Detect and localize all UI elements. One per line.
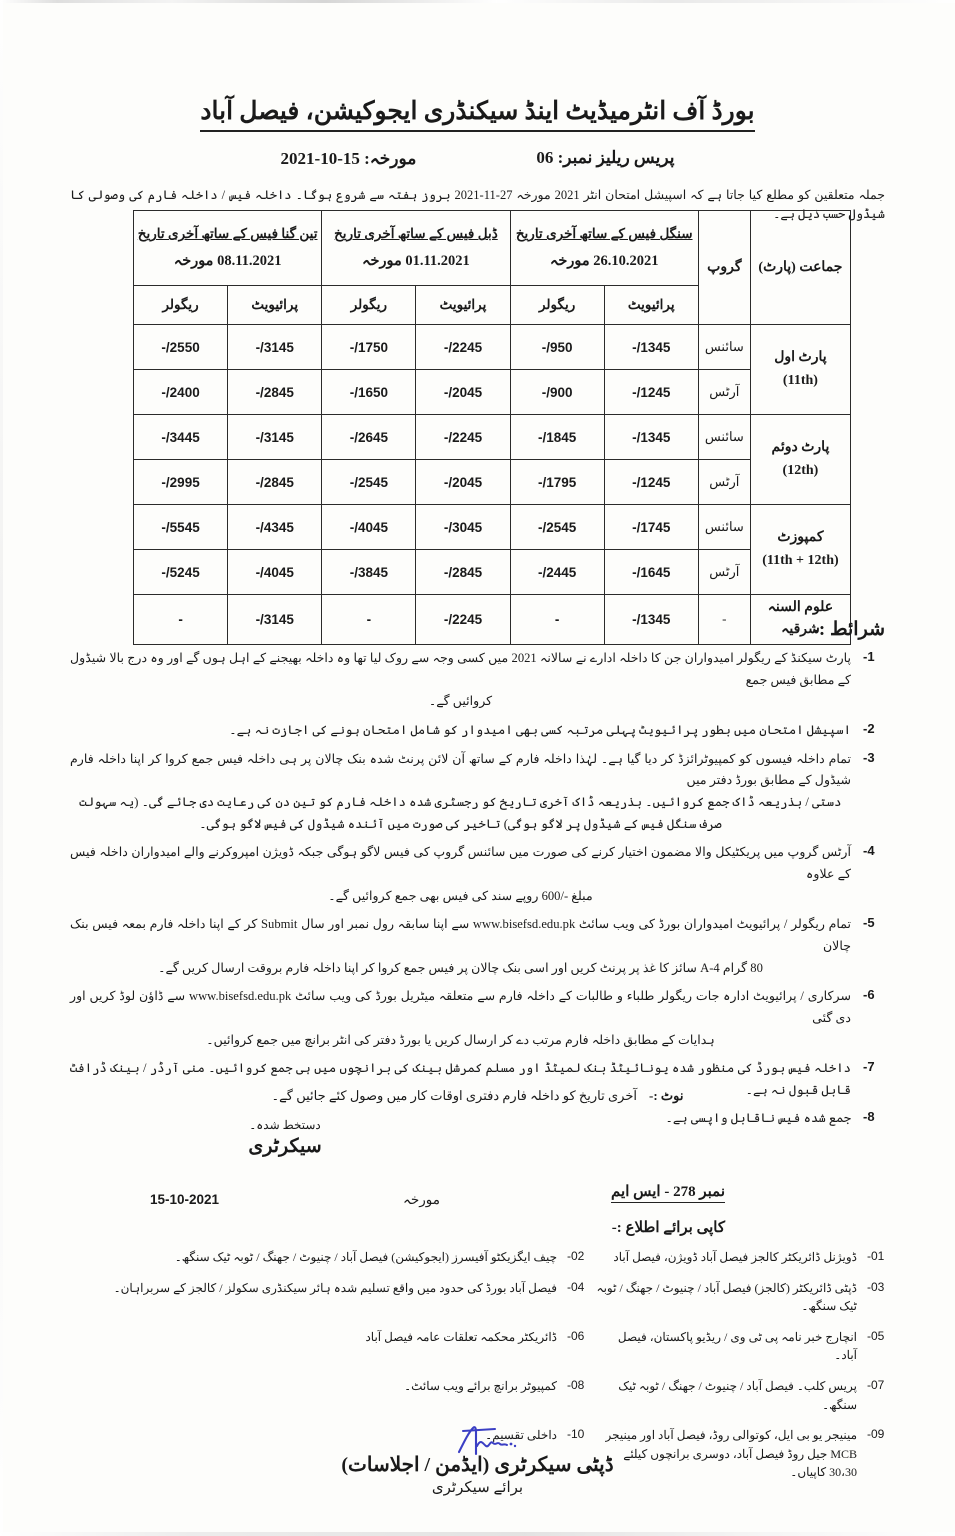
- copy-to-heading: کاپی برائے اطلاع :-: [611, 1220, 725, 1236]
- header-single-fee: [510, 211, 698, 286]
- subheader-4: پرائیویٹ: [228, 286, 322, 325]
- distribution-entry-even: [70, 1279, 593, 1298]
- condition-item: [70, 842, 893, 907]
- press-release-line: [0, 148, 955, 169]
- distribution-entry-even: [70, 1328, 593, 1347]
- distribution-entry-even: [70, 1248, 593, 1267]
- condition-text-continuation: 80 گرام A-4 سائز کا غذ پر پرنٹ کریں اور اسی بنک چالان پر فیس جمع کروا کر اپنا داخلہ فارم بروقت ارسال کریں گے۔: [158, 960, 763, 975]
- note-line: [70, 1088, 885, 1104]
- distribution-entry-odd: [593, 1328, 893, 1365]
- row-group-label: آرٹس: [698, 370, 750, 415]
- note-label: نوٹ :-: [649, 1088, 684, 1103]
- distribution-text: مینیجر یو بی ایل، کوتوالی روڈ، فیصل آباد اور مینیجر MCB جیل روڈ فیصل آباد، دوسری برانچوں کیلئے 30،30 کاپیاں۔: [605, 1428, 857, 1480]
- table-row: [134, 325, 851, 370]
- condition-text: پارٹ سیکنڈ کے ریگولر امیدواران جن کا داخلہ ادارے نے سالانہ 2021 میں کسی وجہ سے روک لیا تھا وہ داخلہ بھیجنے کے اہل ہوں گے اور وہ درج بالا شیڈول کے مطابق فیس جمع کروائیں گے۔: [70, 648, 851, 713]
- condition-number: 1-: [863, 649, 875, 664]
- fee-amount-cell: 1345/-: [604, 595, 698, 645]
- row-group-label: آرٹس: [698, 550, 750, 595]
- fee-amount-cell: 4045/-: [322, 505, 416, 550]
- fee-amount-cell: 1245/-: [604, 370, 698, 415]
- distribution-number: 02-: [567, 1249, 585, 1263]
- distribution-row: [70, 1279, 893, 1316]
- fee-amount-cell: 2245/-: [416, 415, 510, 460]
- single-fee-date-prefix: مورخہ: [549, 252, 590, 269]
- condition-text: داخلہ فیس بورڈ کی منظور شدہ یونائیٹڈ بنک لمیٹڈ اور مسلم کمرشل بینک کی برانچوں میں ہی جمع کروائیں۔ منی آرڈر / بینک ڈرافٹ قابل قبول نہ ہے۔: [70, 1061, 851, 1097]
- note-text: آخری تاریخ کو داخلہ فارم دفتری اوقات کار میں وصول کئے جائیں گے۔: [271, 1088, 637, 1103]
- fee-amount-cell: 3845/-: [322, 550, 416, 595]
- fee-amount-cell: 2045/-: [416, 370, 510, 415]
- row-part-label: کمپوزٹ (11th + 12th): [750, 505, 850, 595]
- table-row: [134, 415, 851, 460]
- fee-amount-cell: 1745/-: [604, 505, 698, 550]
- condition-text: آرٹس گروپ میں پریکٹیکل والا مضمون اختیار کرنے کی صورت میں سائنس گروپ کی فیس لاگو ہوگی جبکہ ڈویژن امپروکرنے والے امیدواران داخلہ فیس کے علاوہ مبلغ -/600 روپے سند کی فیس بھی جمع کروائیں گے۔: [70, 842, 851, 907]
- row-part-label: پارٹ اول (11th): [750, 325, 850, 415]
- scan-edge-bottom: [0, 1532, 955, 1536]
- fee-amount-cell: 2845/-: [416, 550, 510, 595]
- fee-schedule-table: [133, 210, 851, 645]
- fee-amount-cell: 2445/-: [510, 550, 604, 595]
- distribution-text: کمپیوٹر برانچ برائے ویب سائٹ۔: [404, 1378, 557, 1393]
- double-fee-date-value: 01.11.2021: [405, 252, 470, 269]
- press-release-date: مورخہ: 15-10-2021: [280, 149, 417, 168]
- fee-amount-cell: 1650/-: [322, 370, 416, 415]
- condition-number: 2-: [863, 720, 875, 736]
- fee-amount-cell: 2645/-: [322, 415, 416, 460]
- fee-amount-cell: -: [134, 595, 228, 645]
- condition-text-continuation: مبلغ -/600 روپے سند کی فیس بھی جمع کروائیں گے۔: [328, 888, 593, 903]
- condition-text: تمام ریگولر / پرائیویٹ امیدواران بورڈ کی ویب سائٹ www.bisefsd.edu.pk سے اپنا سابقہ رول نمبر اور سال Submit کر کے اپنا داخلہ فارم بمعہ فیس بنک چالان 80 گرام A-4 سائز کا غذ پر پرنٹ کریں اور اسی بنک چالان پر فیس جمع کروا کر اپنا داخلہ فارم بروقت ارسال کریں گے۔: [70, 914, 851, 979]
- table-head: [134, 211, 851, 325]
- condition-text-continuation: ہدایات کے مطابق داخلہ فارم مرتب دے کر ارسال کریں یا بورڈ دفتر کی انٹر برانچ میں جمع کروائیں۔: [206, 1032, 715, 1047]
- fee-amount-cell: 1345/-: [604, 325, 698, 370]
- condition-item: [70, 648, 893, 713]
- attested-label: دستخط شدہ۔: [249, 1118, 321, 1132]
- condition-number: 6-: [863, 987, 875, 1003]
- row-group-label: -: [698, 595, 750, 645]
- distribution-text: انچارج خبر نامہ پی ٹی وی / ریڈیو پاکستان، فیصل آباد۔: [617, 1329, 857, 1363]
- triple-fee-date-prefix: مورخہ: [173, 252, 214, 269]
- header-triple-fee: [134, 211, 322, 286]
- diary-number: نمبر 278 - ایس ایم: [611, 1182, 725, 1203]
- fee-amount-cell: 1345/-: [604, 415, 698, 460]
- signature-date-row: [150, 1192, 440, 1208]
- distribution-text: پریس کلب۔ فیصل آباد / چنیوٹ / جھنگ / ٹوبہ ٹیک سنگھ۔: [618, 1378, 857, 1412]
- board-title: بورڈ آف انٹرمیڈیٹ اینڈ سیکنڈری ایجوکیشن، فیصل آباد: [200, 96, 754, 132]
- distribution-number: 08-: [567, 1377, 585, 1392]
- distribution-text: فیصل آباد بورڈ کی حدود میں واقع تسلیم شدہ ہائر سیکنڈری سکولز / کالجز کے سربراہان۔: [113, 1280, 557, 1295]
- fee-amount-cell: 2845/-: [228, 370, 322, 415]
- fee-amount-cell: 3445/-: [134, 415, 228, 460]
- fee-amount-cell: 2845/-: [228, 460, 322, 505]
- fee-amount-cell: 900/-: [510, 370, 604, 415]
- condition-text: جمع شدہ فیس ناقابل واپسی ہے۔: [665, 1111, 851, 1126]
- distribution-entry-even: [70, 1377, 593, 1396]
- intro-paragraph: جملہ متعلقین کو مطلع کیا جاتا ہے کہ اسپیشل امتحان انٹر 2021 مورخہ 27-11-2021 بروز ہفتہ سے شروع ہوگا۔ داخلہ فیس / داخلہ فارم کی وصولی کا شیڈول حسب ذیل ہے۔: [70, 188, 885, 221]
- condition-text: سرکاری / پرائیویٹ ادارہ جات ریگولر طلباء و طالبات کے داخلہ فارم سے متعلقہ میٹریل بورڈ کی ویب سائٹ www.bisefsd.edu.pk سے ڈاؤن لوڈ کریں اور دی گئی ہدایات کے مطابق داخلہ فارم مرتب دے کر ارسال کریں یا بورڈ دفتر کی انٹر برانچ میں جمع کروائیں۔: [70, 986, 851, 1051]
- fee-amount-cell: 3045/-: [416, 505, 510, 550]
- fee-amount-cell: 1845/-: [510, 415, 604, 460]
- fee-amount-cell: 5545/-: [134, 505, 228, 550]
- signature-date-label: مورخہ: [403, 1192, 440, 1207]
- row-group-label: سائنس: [698, 505, 750, 550]
- fee-amount-cell: 4045/-: [228, 550, 322, 595]
- document-header: [0, 96, 955, 132]
- deputy-secretary-signature-block: [0, 1452, 955, 1497]
- fee-amount-cell: 3145/-: [228, 415, 322, 460]
- fee-schedule-table-wrapper: [133, 210, 851, 645]
- table-row: [134, 595, 851, 645]
- condition-number: 5-: [863, 915, 875, 931]
- condition-item: [70, 720, 893, 742]
- scan-edge-top: [0, 0, 955, 3]
- subheader-3: ریگولر: [322, 286, 416, 325]
- condition-text: تمام داخلہ فیسوں کو کمپیوٹرائزڈ کر دیا گیا ہے۔ لہٰذا داخلہ فارم کے ساتھ آن لائن پرنٹ شدہ بنک چالان پر ہی داخلہ فیس جمع کروا کر اپنا داخلہ فارم شیڈول کے مطابق بورڈ دفتر میں دستی / بذریعہ ڈاک جمع کروائیں۔ بذریعہ ڈاک آخری تاریخ کو رجسٹری شدہ داخلہ فارم کو تین دن کی رعایت دی جائے گی۔ (یہ سہولت صرف سنگل فیس کے شیڈول پر لاگو ہوگی) تاخیر کی صورت میں آئندہ شیڈول کی فیس لاگو ہوگی۔: [70, 749, 851, 836]
- condition-number: 4-: [863, 843, 875, 859]
- row-group-label: سائنس: [698, 325, 750, 370]
- header-double-fee: [322, 211, 510, 286]
- scan-edge-left: [0, 0, 3, 1536]
- table-row: [134, 370, 851, 415]
- fee-amount-cell: 1245/-: [604, 460, 698, 505]
- distribution-entry-odd: [593, 1279, 893, 1316]
- subheader-1: ریگولر: [510, 286, 604, 325]
- distribution-entry-odd: [593, 1377, 893, 1414]
- header-double-fee-date: [323, 251, 508, 272]
- condition-text: اسپیشل امتحان میں بطور پرائیویٹ پہلی مرتبہ کسی بھی امیدوار کو شامل امتحان ہونے کی اجازت نہ ہے۔: [229, 722, 851, 737]
- row-part-label: پارٹ دوئم (12th): [750, 415, 850, 505]
- fee-amount-cell: 5245/-: [134, 550, 228, 595]
- condition-number: 3-: [863, 749, 875, 765]
- table-row: [134, 505, 851, 550]
- condition-item: [70, 749, 893, 836]
- fee-amount-cell: 950/-: [510, 325, 604, 370]
- fee-amount-cell: 2045/-: [416, 460, 510, 505]
- fee-amount-cell: -: [510, 595, 604, 645]
- table-row: [134, 460, 851, 505]
- table-body: [134, 325, 851, 645]
- fee-amount-cell: 4345/-: [228, 505, 322, 550]
- fee-amount-cell: 2245/-: [416, 325, 510, 370]
- header-part: جماعت (پارٹ): [750, 211, 850, 325]
- subheader-0: پرائیویٹ: [604, 286, 698, 325]
- condition-item: [70, 914, 893, 979]
- distribution-text: ڈپٹی ڈائریکٹر (کالجز) فیصل آباد / چنیوٹ / جھنگ / ٹوبہ ٹیک سنگھ۔: [596, 1280, 857, 1314]
- fee-amount-cell: 2400/-: [134, 370, 228, 415]
- fee-amount-cell: 1645/-: [604, 550, 698, 595]
- subheader-5: ریگولر: [134, 286, 228, 325]
- distribution-text: چیف ایگزیکٹو آفیسرز (ایجوکیشن) فیصل آباد / چنیوٹ / جھنگ / ٹوبہ ٹیک سنگھ۔: [174, 1250, 557, 1264]
- distribution-number: 03-: [867, 1279, 885, 1294]
- distribution-row: [70, 1248, 893, 1267]
- fee-amount-cell: 1795/-: [510, 460, 604, 505]
- signature-date-value: 15-10-2021: [150, 1192, 220, 1207]
- double-fee-date-prefix: مورخہ: [362, 252, 402, 269]
- header-group: گروپ: [698, 211, 750, 325]
- distribution-text: ڈائریکٹر محکمہ تعلقات عامہ فیصل آباد: [365, 1329, 557, 1344]
- fee-amount-cell: -: [322, 595, 416, 645]
- condition-text-continuation: دستی / بذریعہ ڈاک جمع کروائیں۔ بذریعہ ڈاک آخری تاریخ کو رجسٹری شدہ داخلہ فارم کو تین دن کی رعایت دی جائے گی۔ (یہ سہولت صرف سنگل فیس کے شیڈول پر لاگو ہوگی) تاخیر کی صورت میں آئندہ شیڈول کی فیس لاگو ہوگی۔: [79, 794, 842, 831]
- row-part-label: علوم السنہ شرقیہ: [750, 595, 850, 645]
- fee-amount-cell: 2545/-: [510, 505, 604, 550]
- distribution-row: [70, 1377, 893, 1414]
- distribution-number: 07-: [867, 1377, 885, 1392]
- conditions-list: [70, 648, 893, 1137]
- deputy-secretary-title: ڈپٹی سیکرٹری (ایڈمن / اجلاسات): [341, 1454, 614, 1476]
- distribution-entry-odd: [593, 1248, 893, 1267]
- distribution-text: داخلی تقسیم۔: [485, 1428, 557, 1443]
- fee-amount-cell: 3145/-: [228, 595, 322, 645]
- header-triple-fee-date: [135, 251, 320, 272]
- fee-amount-cell: 3145/-: [228, 325, 322, 370]
- distribution-number: 10-: [567, 1427, 585, 1442]
- secretary-title: سیکرٹری: [248, 1136, 322, 1157]
- table-row: [134, 550, 851, 595]
- row-group-label: آرٹس: [698, 460, 750, 505]
- distribution-number: 06-: [567, 1328, 585, 1343]
- distribution-row: [70, 1328, 893, 1365]
- triple-fee-date-value: 08.11.2021: [217, 252, 282, 269]
- fee-amount-cell: 2245/-: [416, 595, 510, 645]
- press-release-number: پریس ریلیز نمبر: 06: [536, 148, 675, 167]
- fee-amount-cell: 2550/-: [134, 325, 228, 370]
- fee-amount-cell: 1750/-: [322, 325, 416, 370]
- distribution-number: 04-: [567, 1279, 585, 1294]
- subheader-2: پرائیویٹ: [416, 286, 510, 325]
- header-single-fee-date: [512, 251, 697, 272]
- fee-amount-cell: 2995/-: [134, 460, 228, 505]
- row-group-label: سائنس: [698, 415, 750, 460]
- condition-text-continuation: کروائیں گے۔: [428, 694, 493, 709]
- fee-amount-cell: 2545/-: [322, 460, 416, 505]
- deputy-secretary-subtitle: برائے سیکرٹری: [431, 1480, 524, 1496]
- single-fee-date-value: 26.10.2021: [593, 252, 659, 269]
- header-triple-fee-label: تین گنا فیس کے ساتھ آخری تاریخ: [137, 226, 318, 242]
- condition-number: 7-: [863, 1059, 875, 1075]
- header-double-fee-label: ڈبل فیس کے ساتھ آخری تاریخ: [334, 226, 498, 242]
- table-header-row-dates: [134, 211, 851, 286]
- secretary-signature-block: [170, 1118, 400, 1158]
- conditions-heading: شرائط :-: [812, 619, 885, 640]
- condition-number: 8-: [863, 1109, 875, 1125]
- distribution-number: 09-: [867, 1427, 885, 1442]
- distribution-number: 01-: [867, 1249, 885, 1263]
- condition-item: [70, 986, 893, 1051]
- distribution-number: 05-: [867, 1328, 885, 1343]
- header-single-fee-label: سنگل فیس کے ساتھ آخری تاریخ: [515, 226, 693, 242]
- distribution-text: ڈویژنل ڈائریکٹر کالجز فیصل آباد ڈویژن، فیصل آباد: [613, 1250, 857, 1264]
